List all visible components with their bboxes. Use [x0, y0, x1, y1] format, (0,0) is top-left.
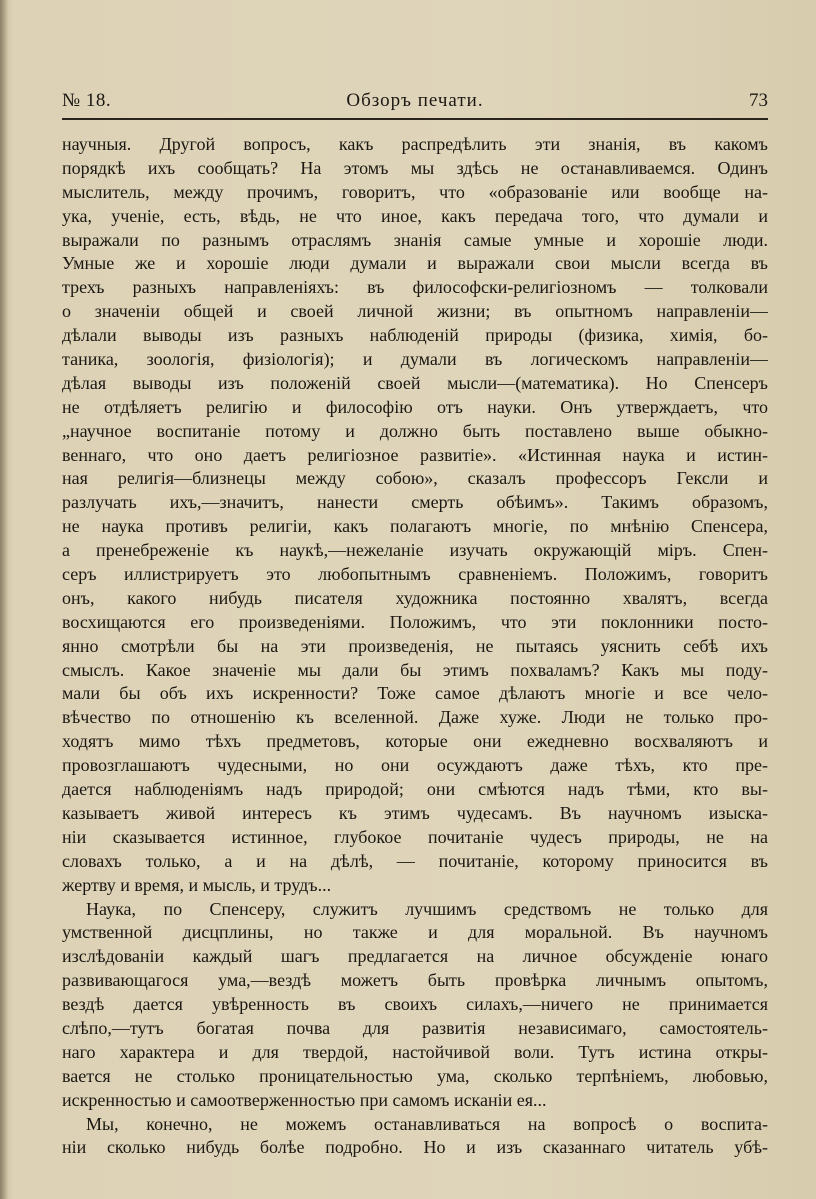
text-line: таника, зоологія, физіологія); и думали въ логическомъ направленіи— — [62, 349, 768, 370]
text-line: Умные же и хорошіе люди думали и выражали свои мысли всегда въ — [62, 253, 768, 274]
text-line: казываетъ живой интересъ къ этимъ чудесамъ. Въ научномъ изыска- — [62, 802, 768, 823]
text-line: дѣлая выводы изъ положеній своей мысли—(математика). Но Спенсеръ — [62, 372, 768, 393]
text-line: не отдѣляетъ религію и философію отъ науки. Онъ утверждаетъ, что — [62, 396, 768, 417]
text-line: разлучать ихъ,—значитъ, нанести смерть обѣимъ». Такимъ образомъ, — [62, 492, 768, 513]
text-line: ука, ученіе, есть, вѣдь, не что иное, какъ передача того, что думали и — [62, 205, 768, 226]
text-line: не наука противъ религіи, какъ полагаютъ многіе, по мнѣнію Спенсера, — [62, 516, 768, 537]
text-line: мыслитель, между прочимъ, говоритъ, что «образованіе или вообще на- — [62, 181, 768, 202]
issue-number: № 18. — [62, 90, 112, 111]
text-line: а пренебреженіе къ наукѣ,—нежеланіе изучать окружающій міръ. Спен- — [62, 540, 768, 561]
text-line: ніи сколько нибудь болѣе подробно. Но и изъ сказаннаго читатель убѣ- — [62, 1137, 768, 1158]
text-line: дѣлали выводы изъ разныхъ наблюденій природы (физика, химія, бо- — [62, 325, 768, 346]
text-line: смыслъ. Какое значеніе мы дали бы этимъ похваламъ? Какъ мы поду- — [62, 659, 768, 680]
running-title: Обзоръ печати. — [346, 90, 484, 111]
text-line: веннаго, что оно даетъ религіозное развитіе». «Истинная наука и истин- — [62, 444, 768, 465]
header-rule — [62, 118, 768, 120]
text-line: трехъ разныхъ направленіяхъ: въ философски-религіозномъ — толковали — [62, 277, 768, 298]
text-line: порядкѣ ихъ сообщать? На этомъ мы здѣсь не останавливаемся. Одинъ — [62, 157, 768, 178]
text-line: развивающагося ума,—вездѣ можетъ быть провѣрка личнымъ опытомъ, — [62, 970, 768, 991]
text-line: искренностью и самоотверженностью при самомъ исканіи ея... — [62, 1089, 547, 1110]
text-line: умственной дисцплины, но также и для моральной. Въ научномъ — [62, 922, 768, 943]
text-line: вездѣ дается увѣренность въ своихъ силахъ,—ничего не принимается — [62, 994, 768, 1015]
text-line: онъ, какого нибудь писателя художника постоянно хвалятъ, всегда — [62, 587, 768, 608]
text-line: наго характера и для твердой, настойчивой воли. Тутъ истина откры- — [62, 1041, 768, 1062]
text-line: ходятъ мимо тѣхъ предметовъ, которые они ежедневно восхваляютъ и — [62, 731, 768, 752]
text-line: вѣчество по отношенію къ вселенной. Даже хуже. Люди не только про- — [62, 707, 768, 728]
text-line: янно смотрѣли бы на эти произведенія, не пытаясь уяснить себѣ ихъ — [62, 635, 768, 656]
running-header — [62, 86, 768, 114]
text-line: ная религія—близнецы между собою», сказалъ профессоръ Гексли и — [62, 468, 768, 489]
text-line: провозглашаютъ чудесными, но они осуждаютъ даже тѣхъ, кто пре- — [62, 755, 768, 776]
text-line: серъ иллистрируетъ это любопытнымъ сравненіемъ. Положимъ, говоритъ — [62, 564, 768, 585]
text-line: выражали по разнымъ отраслямъ знанія самые умные и хорошіе люди. — [62, 229, 768, 250]
text-line: слѣпо,—тутъ богатая почва для развитія независимаго, самостоятель- — [62, 1017, 768, 1038]
text-line: Мы, конечно, не можемъ останавливаться на вопросѣ о воспита- — [86, 1113, 768, 1134]
text-line: „научное воспитаніе потому и должно быть поставлено выше обыкно- — [62, 420, 768, 441]
page-number: 73 — [749, 90, 768, 111]
text-line: Наука, по Спенсеру, служитъ лучшимъ средствомъ не только для — [86, 898, 768, 919]
text-line: дается наблюденіямъ надъ природой; они смѣются надъ тѣми, кто вы- — [62, 779, 768, 800]
text-line: научныя. Другой вопросъ, какъ распредѣлить эти знанія, въ какомъ — [62, 134, 768, 154]
text-line: мали бы объ ихъ искренности? Тоже самое дѣлаютъ многіе и все чело- — [62, 683, 768, 704]
text-line: словахъ только, а и на дѣлѣ, — почитаніе, которому приносится въ — [62, 850, 768, 871]
text-line: о значеніи общей и своей личной жизни; въ опытномъ направленіи— — [62, 301, 768, 322]
body-text — [62, 133, 768, 1160]
text-line: восхищаются его произведеніями. Положимъ, что эти поклонники посто- — [62, 611, 768, 632]
text-line: ніи сказывается истинное, глубокое почитаніе чудесъ природы, не на — [62, 826, 768, 847]
binding-shadow — [0, 0, 8, 1199]
text-line: изслѣдованіи каждый шагъ предлагается на личное обсужденіе юнаго — [62, 946, 768, 967]
text-line: вается не столько проницательностью ума, сколько терпѣніемъ, любовью, — [62, 1065, 768, 1086]
text-line: жертву и время, и мысль, и трудъ... — [62, 874, 332, 895]
